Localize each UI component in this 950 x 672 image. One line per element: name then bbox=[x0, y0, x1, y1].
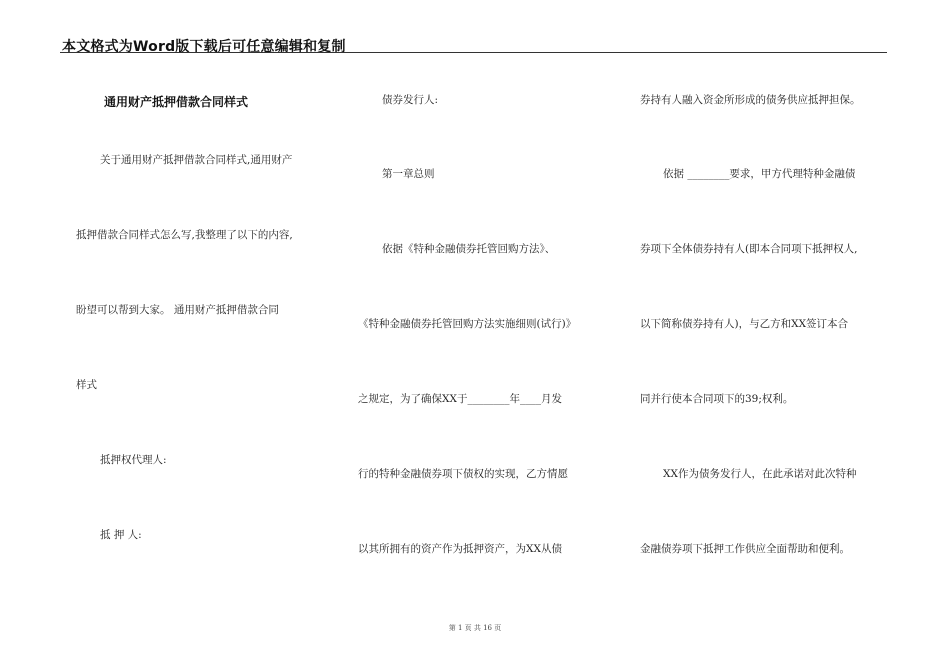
paragraph-line: 券项下全体债券持有人(即本合同项下抵押权人, bbox=[640, 243, 858, 255]
paragraph-line: 样式 bbox=[76, 379, 97, 391]
paragraph-line: 以其所拥有的资产作为抵押资产，为XX从债 bbox=[358, 543, 562, 555]
paragraph-line: 依据《特种金融债券托管回购方法》、 bbox=[382, 243, 556, 255]
paragraph-line: 依据 ________要求，甲方代理特种金融债 bbox=[663, 168, 856, 180]
download-banner-text: 本文格式为Word版下载后可任意编辑和复制 bbox=[62, 39, 346, 55]
paragraph-line: 同并行使本合同项下的39;权利。 bbox=[640, 393, 794, 405]
paragraph-line: 以下简称债券持有人)，与乙方和XX签订本合 bbox=[640, 318, 849, 330]
paragraph-line: XX作为债务发行人，在此承诺对此次特种 bbox=[663, 468, 857, 480]
paragraph-line: 关于通用财产抵押借款合同样式,通用财产 bbox=[100, 154, 293, 166]
paragraph-line: 《特种金融债券托管回购方法实施细则(试行)》 bbox=[358, 318, 577, 330]
paragraph-line: 抵押权代理人: bbox=[100, 454, 167, 466]
paragraph-line: 债券发行人: bbox=[382, 94, 439, 106]
paragraph-line: 之规定，为了确保XX于________年____月发 bbox=[358, 393, 562, 405]
paragraph-line: 盼望可以帮到大家。 通用财产抵押借款合同 bbox=[76, 304, 279, 316]
section-heading: 第一章总则 bbox=[382, 168, 435, 180]
document-title: 通用财产抵押借款合同样式 bbox=[104, 95, 249, 109]
paragraph-line: 抵 押 人: bbox=[100, 529, 142, 541]
banner-divider bbox=[60, 52, 887, 53]
page-number: 第 1 页 共 16 页 bbox=[448, 624, 502, 632]
paragraph-line: 行的特种金融债券项下债权的实现，乙方情愿 bbox=[358, 468, 568, 480]
paragraph-line: 券持有人融入资金所形成的债务供应抵押担保。 bbox=[640, 94, 861, 106]
paragraph-line: 金融债券项下抵押工作供应全面帮助和便利。 bbox=[640, 543, 850, 555]
paragraph-line: 抵押借款合同样式怎么写,我整理了以下的内容, bbox=[76, 229, 293, 241]
